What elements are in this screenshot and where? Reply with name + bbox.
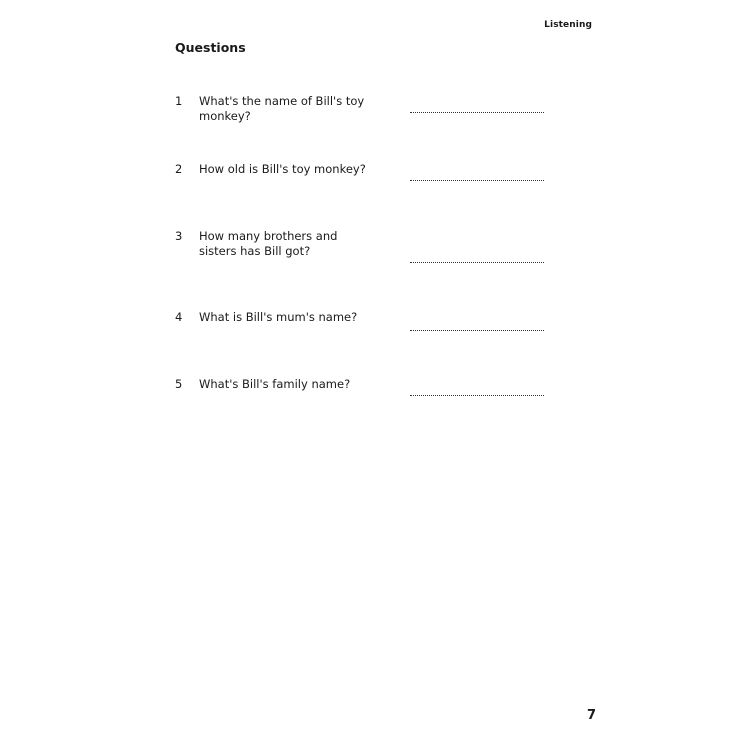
question-text: How old is Bill's toy monkey?: [199, 162, 366, 176]
answer-line[interactable]: [410, 395, 544, 396]
answer-line[interactable]: [410, 330, 544, 331]
question-text: What's the name of Bill's toy monkey?: [199, 94, 365, 123]
answer-line[interactable]: [410, 112, 544, 113]
answer-line[interactable]: [410, 262, 544, 263]
question-text: How many brothers and sisters has Bill got?: [199, 229, 338, 258]
questions-title: Questions: [175, 40, 246, 55]
question-number: 4: [175, 310, 183, 324]
question-number: 5: [175, 377, 183, 391]
question-number: 2: [175, 162, 183, 176]
question-text: What is Bill's mum's name?: [199, 310, 358, 324]
answer-line[interactable]: [410, 180, 544, 181]
question-number: 1: [175, 94, 183, 108]
question-text: What's Bill's family name?: [199, 377, 351, 391]
question-number: 3: [175, 229, 183, 243]
page-number: 7: [587, 708, 597, 723]
section-header: Listening: [544, 20, 592, 30]
